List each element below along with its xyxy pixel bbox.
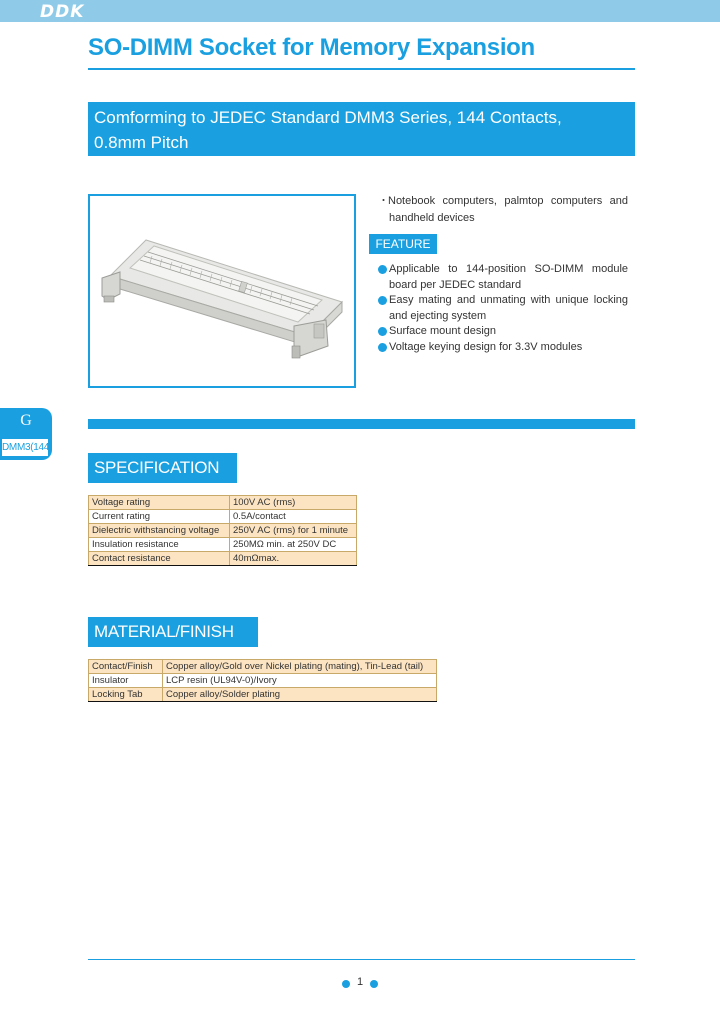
spec-key: Current rating <box>89 510 230 524</box>
spec-value: 0.5A/contact <box>230 510 357 524</box>
page-title: SO-DIMM Socket for Memory Expansion <box>88 34 535 61</box>
spec-value: 100V AC (rms) <box>230 496 357 510</box>
top-band <box>0 0 720 22</box>
feature-heading: FEATURE <box>369 234 437 254</box>
table-row <box>89 688 437 702</box>
bullet-dot-icon <box>378 343 387 352</box>
table-row <box>89 660 437 674</box>
material-value: Copper alloy/Gold over Nickel plating (mating), Tin-Lead (tail) <box>163 660 437 674</box>
bullet-mark: ・ <box>378 195 389 207</box>
page-dot-icon <box>342 980 350 988</box>
feature-item <box>378 340 628 356</box>
table-row <box>89 552 357 566</box>
material-key: Contact/Finish <box>89 660 163 674</box>
page-dot-icon <box>370 980 378 988</box>
material-key: Insulator <box>89 674 163 688</box>
applications-text-1: Notebook computers, palmtop computers and <box>388 195 628 207</box>
bullet-dot-icon <box>378 296 387 305</box>
footer-divider <box>88 959 635 960</box>
specification-table <box>88 495 357 566</box>
feature-text-3: Surface mount design <box>389 325 497 338</box>
material-value: Copper alloy/Solder plating <box>163 688 437 702</box>
page-number-text: 1 <box>356 976 364 988</box>
material-value: LCP resin (UL94V-0)/Ivory <box>163 674 437 688</box>
material-heading: MATERIAL/FINISH <box>88 617 258 647</box>
spec-value: 40mΩmax. <box>230 552 357 566</box>
table-row <box>89 510 357 524</box>
bullet-dot-icon <box>378 265 387 274</box>
feature-item <box>378 293 628 324</box>
material-table <box>88 659 437 702</box>
specification-heading: SPECIFICATION <box>88 453 237 483</box>
feature-item <box>378 262 628 293</box>
index-letter: G <box>20 412 32 429</box>
table-row <box>89 538 357 552</box>
spec-key: Dielectric withstancing voltage <box>89 524 230 538</box>
feature-text-4: Voltage keying design for 3.3V modules <box>389 340 583 353</box>
subtitle-line-1: Comforming to JEDEC Standard DMM3 Series, 144 Contacts, <box>94 108 562 127</box>
feature-text-2b: and ejecting system <box>389 309 487 322</box>
feature-list <box>378 262 628 356</box>
table-row <box>89 524 357 538</box>
table-row <box>89 674 437 688</box>
feature-text-1a: Applicable to 144-position SO-DIMM module <box>389 263 628 275</box>
material-key: Locking Tab <box>89 688 163 702</box>
bullet-dot-icon <box>378 327 387 336</box>
feature-text-2a: Easy mating and unmating with unique locking <box>389 294 628 307</box>
sodimm-socket-illustration <box>90 196 354 386</box>
table-row <box>89 496 357 510</box>
applications-list <box>378 193 628 227</box>
spec-value: 250MΩ min. at 250V DC <box>230 538 357 552</box>
spec-key: Insulation resistance <box>89 538 230 552</box>
index-label: DMM3(144) <box>2 439 48 456</box>
product-photo <box>88 194 356 388</box>
spec-key: Voltage rating <box>89 496 230 510</box>
page-number <box>340 976 380 992</box>
section-divider <box>88 419 635 429</box>
feature-text-1b: board per JEDEC standard <box>389 278 522 291</box>
ddk-logo: DDK <box>40 2 85 22</box>
applications-line-2: handheld devices <box>389 212 475 224</box>
title-divider <box>88 68 635 70</box>
spec-key: Contact resistance <box>89 552 230 566</box>
feature-item <box>378 324 628 340</box>
applications-line-1 <box>378 193 628 210</box>
section-index-tab <box>0 408 52 460</box>
subtitle-line-2: 0.8mm Pitch <box>94 133 189 152</box>
spec-value: 250V AC (rms) for 1 minute <box>230 524 357 538</box>
series-subtitle <box>88 102 635 156</box>
